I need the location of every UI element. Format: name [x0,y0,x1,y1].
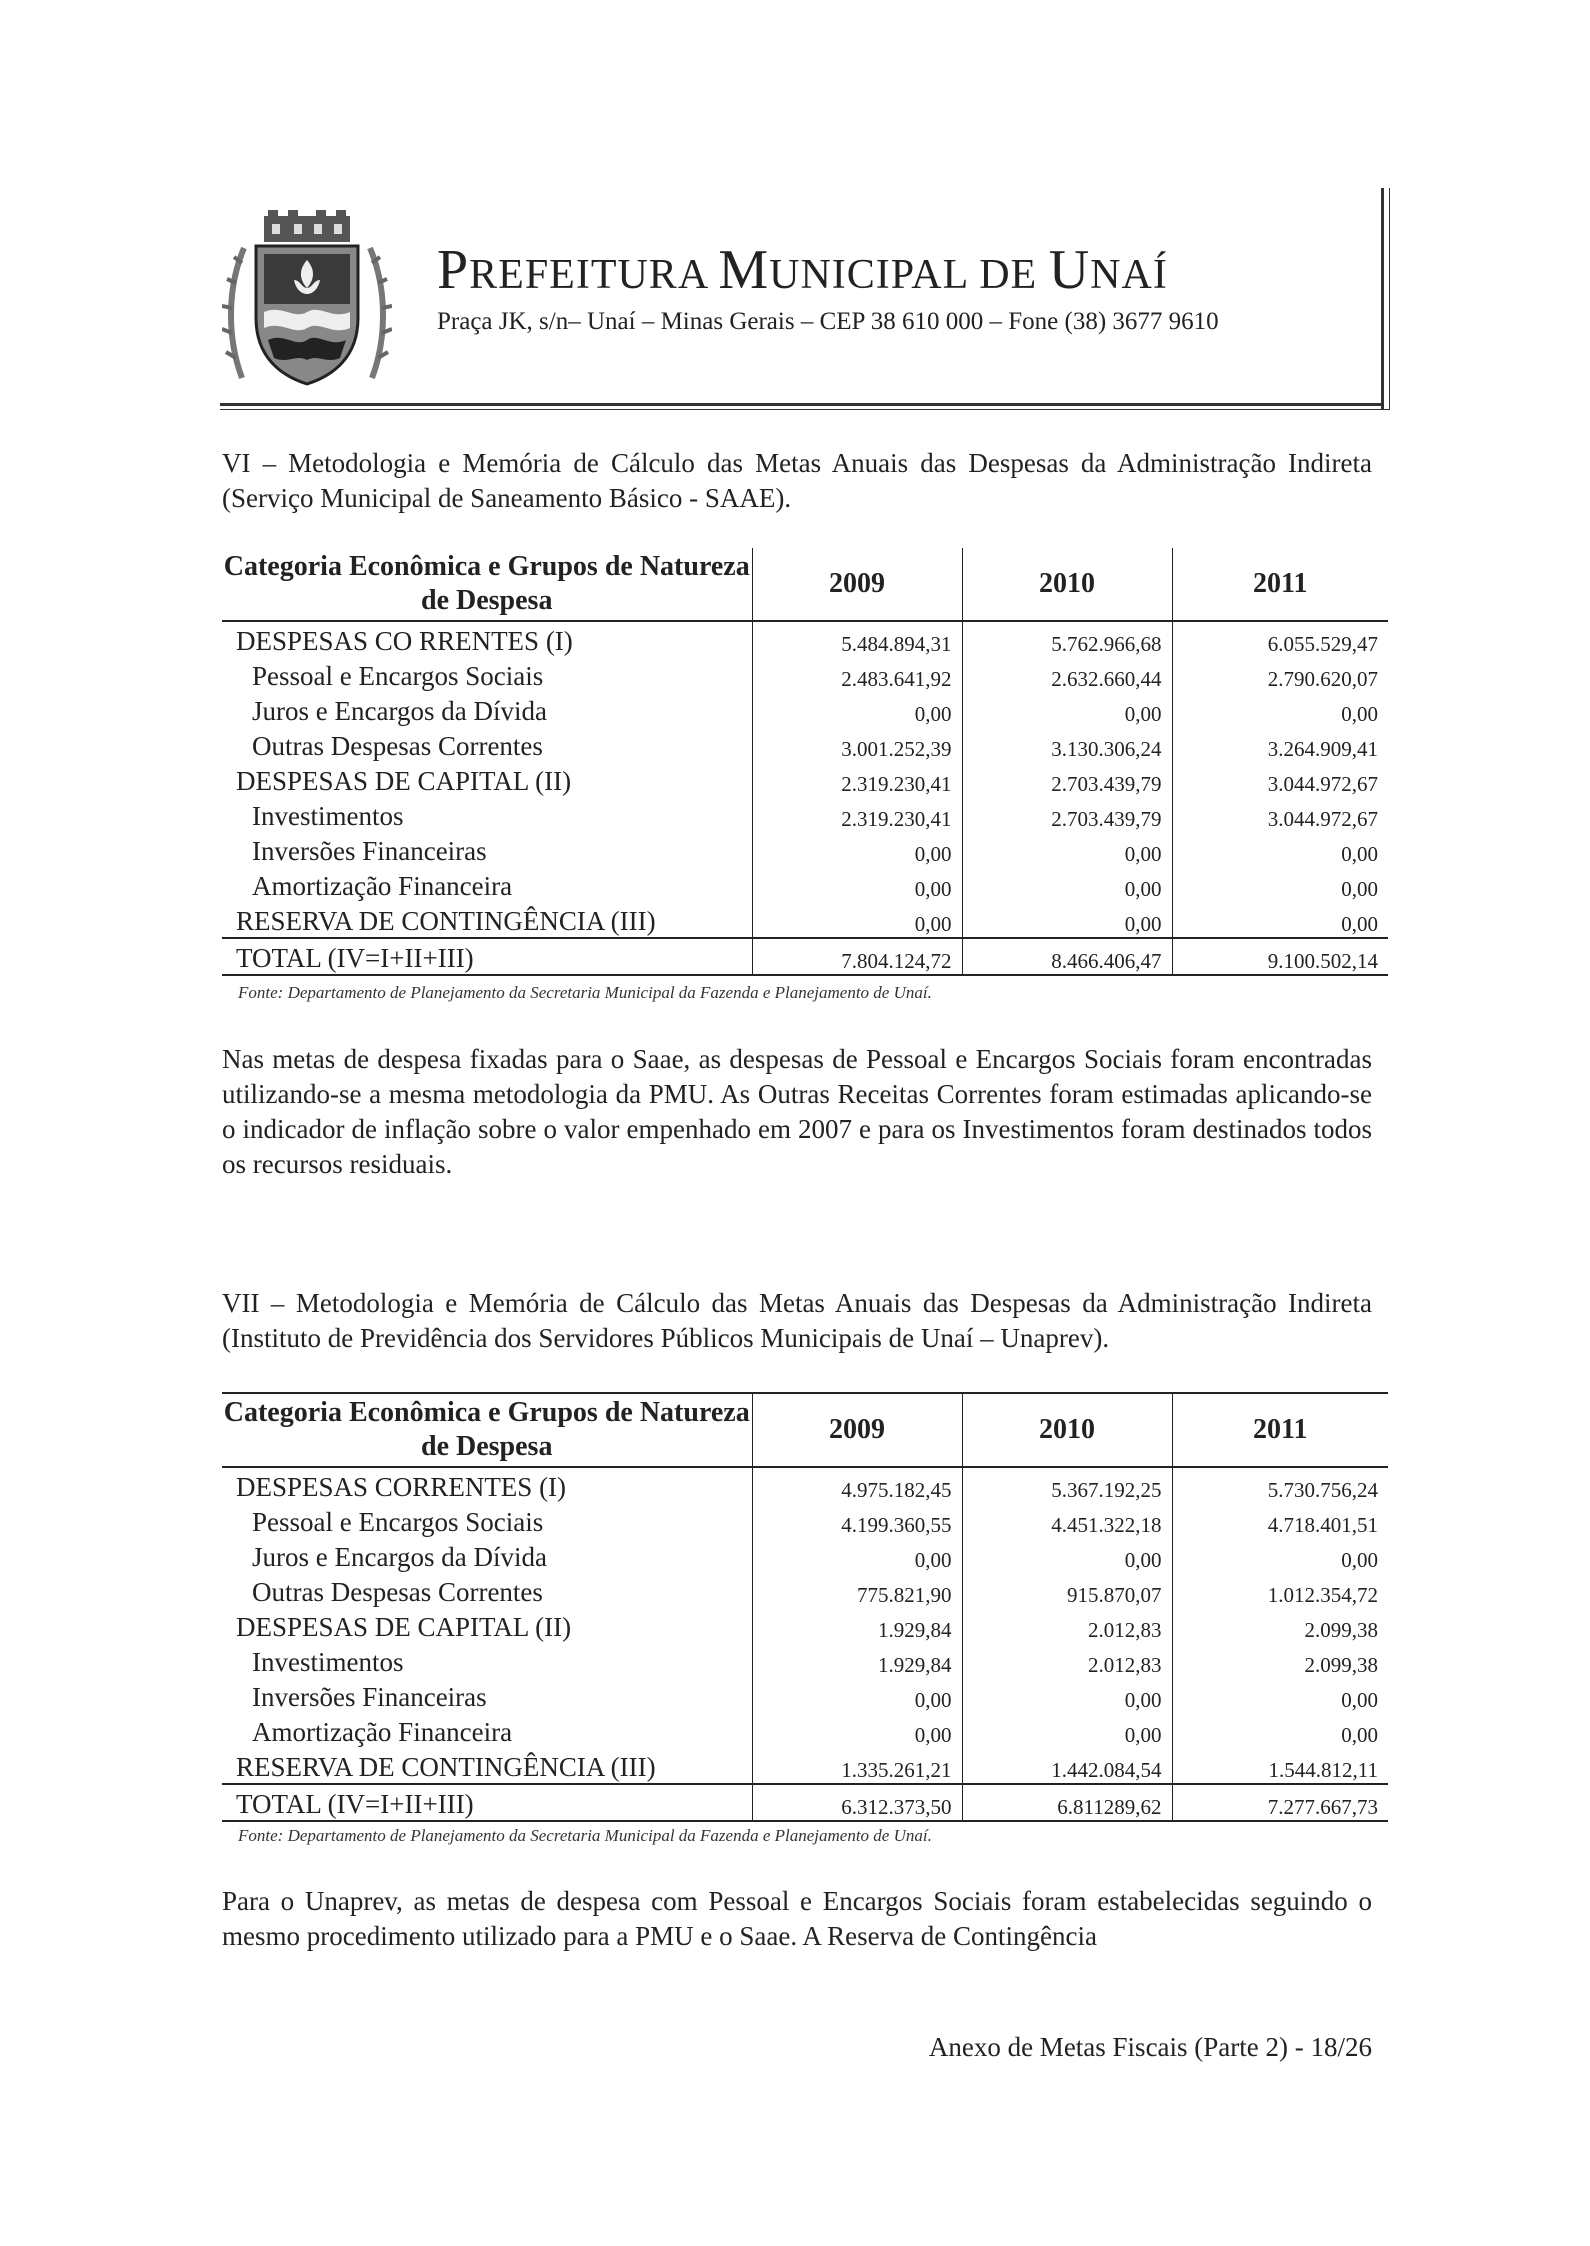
header-year: 2011 [1172,548,1388,621]
row-value: 2.099,38 [1172,1643,1388,1678]
row-label: Amortização Financeira [252,871,513,901]
row-value: 1.929,84 [752,1643,962,1678]
total-value: 7.277.667,73 [1172,1784,1388,1821]
table-row [222,1538,1388,1573]
table-total-row [222,1784,1388,1821]
row-label: Juros e Encargos da Dívida [252,696,547,726]
row-value: 1.929,84 [752,1608,962,1643]
header-frame-bottom-thick [220,403,1384,406]
table-row [222,832,1388,867]
header-address: Praça JK, s/n– Unaí – Minas Gerais – CEP 38 610 000 – Fone (38) 3677 9610 [437,308,1219,335]
row-value: 3.130.306,24 [962,727,1172,762]
row-value: 4.975.182,45 [752,1467,962,1503]
table-total-row [222,938,1388,975]
row-label: DESPESAS CORRENTES (I) [236,1472,567,1502]
total-value: 7.804.124,72 [752,938,962,975]
table-row [222,1643,1388,1678]
table-header-row [222,1393,1388,1467]
section-vii-explanation: Para o Unaprev, as metas de despesa com Pessoal e Encargos Sociais foram estabelecidas seguindo o mesmo procedimento utilizado para a PMU e o Saae. A Reserva de Contingência [222,1886,1372,1951]
table-row [222,797,1388,832]
table-row [222,1748,1388,1784]
total-value: 8.466.406,47 [962,938,1172,975]
row-value: 0,00 [1172,1538,1388,1573]
section-vii-source-note: Fonte: Departamento de Planejamento da Secretaria Municipal da Fazenda e Planejamento de Unaí. [238,1826,932,1845]
row-value: 4.451.322,18 [962,1503,1172,1538]
header-year: 2011 [1172,1393,1388,1467]
row-value: 0,00 [962,1713,1172,1748]
row-label: DESPESAS DE CAPITAL (II) [236,1612,572,1642]
row-value: 4.199.360,55 [752,1503,962,1538]
row-label: Outras Despesas Correntes [252,731,543,761]
table-row [222,867,1388,902]
row-value: 1.335.261,21 [752,1748,962,1784]
row-value: 2.012,83 [962,1608,1172,1643]
table-row [222,902,1388,938]
header-frame-bottom-thin [220,409,1390,410]
header-year: 2009 [752,548,962,621]
row-value: 0,00 [752,867,962,902]
table-header-row [222,548,1388,621]
table-row [222,1573,1388,1608]
row-value: 0,00 [752,832,962,867]
header-frame-right-thick [1381,188,1384,410]
table-row [222,1678,1388,1713]
table-row [222,1608,1388,1643]
row-value: 0,00 [962,902,1172,938]
page-title: PREFEITURA MUNICIPAL DE UNAÍ [437,239,1168,301]
table-row [222,1713,1388,1748]
row-value: 6.055.529,47 [1172,621,1388,657]
row-value: 0,00 [752,1678,962,1713]
row-label: Pessoal e Encargos Sociais [252,1507,544,1537]
row-value: 5.730.756,24 [1172,1467,1388,1503]
row-value: 3.044.972,67 [1172,797,1388,832]
row-value: 2.703.439,79 [962,762,1172,797]
row-value: 2.099,38 [1172,1608,1388,1643]
header-year: 2010 [962,548,1172,621]
header-frame-right-thin [1389,188,1390,410]
total-value: 6.811289,62 [962,1784,1172,1821]
row-value: 0,00 [1172,1678,1388,1713]
row-value: 5.762.966,68 [962,621,1172,657]
page-footer: Anexo de Metas Fiscais (Parte 2) - 18/26 [928,2032,1372,2062]
row-value: 0,00 [1172,867,1388,902]
row-label: RESERVA DE CONTINGÊNCIA (III) [236,1752,656,1782]
header-year: 2010 [962,1393,1172,1467]
table-row [222,692,1388,727]
section-vi-table [222,548,1388,976]
row-value: 5.484.894,31 [752,621,962,657]
row-value: 1.012.354,72 [1172,1573,1388,1608]
row-label: DESPESAS CO RRENTES (I) [236,626,573,656]
row-value: 0,00 [752,902,962,938]
row-value: 0,00 [1172,1713,1388,1748]
row-value: 0,00 [1172,902,1388,938]
table-row [222,621,1388,657]
row-value: 0,00 [752,692,962,727]
row-value: 2.483.641,92 [752,657,962,692]
total-label: TOTAL (IV=I+II+III) [222,938,752,975]
row-label: Investimentos [252,801,404,831]
row-value: 0,00 [962,692,1172,727]
row-label: RESERVA DE CONTINGÊNCIA (III) [236,906,656,936]
table-row [222,727,1388,762]
total-label: TOTAL (IV=I+II+III) [222,1784,752,1821]
header-category: Categoria Econômica e Grupos de Natureza de Despesa [222,1393,752,1467]
total-value: 6.312.373,50 [752,1784,962,1821]
section-vi-explanation: Nas metas de despesa fixadas para o Saae, as despesas de Pessoal e Encargos Sociais foram encontradas utilizando-se a mesma metodologia da PMU. As Outras Receitas Correntes foram estimadas aplicando-se o indicador de inflação sobre o valor empenhado em 2007 e para os Investimentos foram destinados todos os recursos residuais. [222,1044,1372,1179]
row-value: 915.870,07 [962,1573,1172,1608]
row-value: 0,00 [962,867,1172,902]
section-vii-table [222,1392,1388,1822]
section-vii-intro: VII – Metodologia e Memória de Cálculo das Metas Anuais das Despesas da Administração Indireta (Instituto de Previdência dos Servidores Públicos Municipais de Unaí – Unaprev). [222,1288,1372,1353]
row-label: Inversões Financeiras [252,836,487,866]
row-value: 2.012,83 [962,1643,1172,1678]
row-value: 2.703.439,79 [962,797,1172,832]
row-value: 0,00 [962,1538,1172,1573]
table-row [222,1467,1388,1503]
row-label: Outras Despesas Correntes [252,1577,543,1607]
row-value: 0,00 [752,1713,962,1748]
row-label: Investimentos [252,1647,404,1677]
row-value: 4.718.401,51 [1172,1503,1388,1538]
row-value: 2.319.230,41 [752,762,962,797]
row-value: 0,00 [1172,692,1388,727]
total-value: 9.100.502,14 [1172,938,1388,975]
row-value: 1.544.812,11 [1172,1748,1388,1784]
row-value: 2.319.230,41 [752,797,962,832]
row-value: 5.367.192,25 [962,1467,1172,1503]
row-value: 1.442.084,54 [962,1748,1172,1784]
row-value: 775.821,90 [752,1573,962,1608]
row-value: 3.044.972,67 [1172,762,1388,797]
table-row [222,1503,1388,1538]
row-value: 3.264.909,41 [1172,727,1388,762]
row-value: 2.790.620,07 [1172,657,1388,692]
table-row [222,657,1388,692]
row-label: DESPESAS DE CAPITAL (II) [236,766,572,796]
row-label: Juros e Encargos da Dívida [252,1542,547,1572]
table-row [222,762,1388,797]
section-vi-intro: VI – Metodologia e Memória de Cálculo das Metas Anuais das Despesas da Administração Indireta (Serviço Municipal de Saneamento Básico - SAAE). [222,448,1372,513]
row-label: Pessoal e Encargos Sociais [252,661,544,691]
header-year: 2009 [752,1393,962,1467]
row-value: 0,00 [962,1678,1172,1713]
row-value: 2.632.660,44 [962,657,1172,692]
municipal-crest-icon [222,208,392,388]
row-label: Amortização Financeira [252,1717,513,1747]
row-value: 3.001.252,39 [752,727,962,762]
row-value: 0,00 [752,1538,962,1573]
row-value: 0,00 [1172,832,1388,867]
row-label: Inversões Financeiras [252,1682,487,1712]
section-vi-source-note: Fonte: Departamento de Planejamento da Secretaria Municipal da Fazenda e Planejamento de Unaí. [238,983,932,1002]
row-value: 0,00 [962,832,1172,867]
header-category: Categoria Econômica e Grupos de Natureza de Despesa [222,548,752,621]
